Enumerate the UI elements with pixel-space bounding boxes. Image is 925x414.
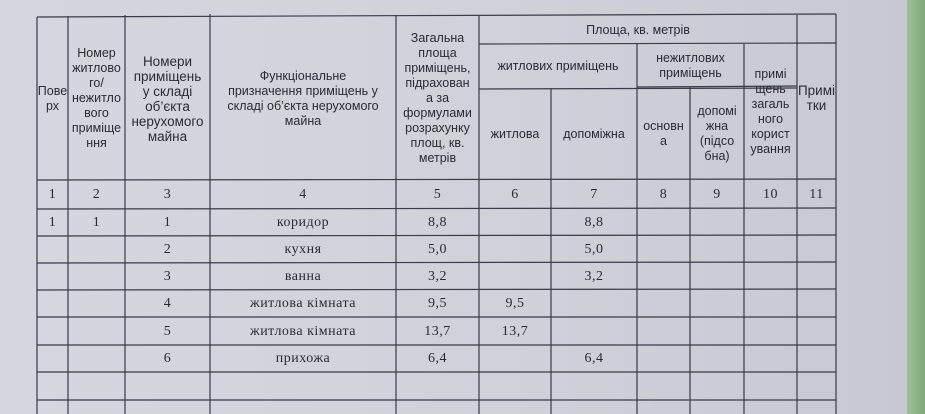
living-area-cell [479, 263, 551, 290]
living-area-cell: 9,5 [505, 296, 525, 311]
column-number-6: 6 [511, 187, 519, 202]
column-number-5: 5 [433, 187, 442, 202]
floor-cell [37, 317, 68, 345]
unit-cell [68, 263, 125, 290]
floor-cell [37, 345, 68, 372]
column-number-10: 10 [763, 187, 778, 202]
header-floor: Пове рх [37, 83, 68, 113]
header-area-group: Площа, кв. метрів [586, 22, 690, 37]
auxiliary-area-cell [551, 317, 637, 345]
floor-cell [37, 290, 68, 317]
auxiliary-area-cell: 8,8 [584, 215, 604, 230]
column-number-1: 1 [48, 187, 57, 202]
column-number-2: 2 [92, 187, 101, 202]
function-cell: житлова кімната [250, 296, 356, 311]
floor-cell [37, 236, 68, 263]
unit-cell [68, 345, 125, 372]
function-cell: житлова кімната [250, 323, 356, 339]
floor-cell: 1 [48, 215, 57, 230]
header-main: основн а [643, 118, 684, 148]
header-living: житлова [490, 127, 540, 141]
header-room-numbers: Номери приміщень у складі об’єкта нерухомого майна [131, 53, 204, 144]
header-unit-number: Номер житлово го/ нежитло вого приміще ння [71, 46, 122, 150]
unit-cell: 1 [92, 215, 101, 230]
total-area-cell: 6,4 [428, 351, 447, 366]
auxiliary-area-cell: 5,0 [584, 242, 604, 257]
living-area-cell: 13,7 [501, 323, 529, 339]
living-area-cell [479, 345, 551, 372]
header-aux-utility: допомі жна (підсо бна) [697, 103, 737, 163]
auxiliary-area-cell: 3,2 [584, 269, 604, 284]
unit-cell [68, 317, 125, 345]
total-area-cell: 9,5 [428, 296, 447, 311]
header-nonresidential-group: нежитлових приміщень [656, 50, 725, 80]
column-number-11: 11 [809, 187, 824, 202]
room-number-cell: 1 [163, 215, 172, 230]
living-area-cell [479, 209, 551, 236]
floor-cell [37, 263, 68, 290]
header-notes: Примі тки [797, 83, 836, 113]
column-number-8: 8 [659, 187, 668, 202]
total-area-cell: 3,2 [428, 269, 447, 284]
header-residential-group: житлових приміщень [497, 59, 619, 73]
total-area-cell: 5,0 [428, 242, 447, 257]
auxiliary-area-cell [551, 290, 637, 317]
total-area-cell: 8,8 [428, 215, 447, 230]
function-cell: прихожа [275, 351, 331, 366]
total-area-cell: 13,7 [424, 323, 451, 339]
unit-cell [68, 290, 125, 317]
function-cell: ванна [284, 269, 322, 284]
column-number-3: 3 [163, 187, 172, 202]
room-number-cell: 3 [163, 269, 172, 284]
column-number-4: 4 [299, 187, 307, 202]
header-auxiliary: допоміжна [563, 127, 625, 141]
room-number-cell: 4 [163, 296, 172, 311]
header-function: Функціональне призначення приміщень у складі об’єкта нерухомого майна [227, 68, 379, 128]
room-number-cell: 5 [163, 323, 172, 339]
header-common-use: примі щень загаль ного корист ування [750, 67, 791, 156]
unit-cell [68, 236, 125, 263]
column-number-7: 7 [590, 187, 598, 202]
living-area-cell [479, 236, 551, 263]
room-number-cell: 2 [163, 242, 172, 257]
column-number-9: 9 [713, 187, 721, 202]
header-total-area: Загальна площа приміщень, підрахован а за формулами розрахунку площ, кв. метрів [403, 31, 472, 165]
room-number-cell: 6 [163, 351, 172, 366]
auxiliary-area-cell: 6,4 [584, 351, 604, 366]
function-cell: кухня [284, 242, 322, 257]
function-cell: коридор [276, 215, 330, 230]
